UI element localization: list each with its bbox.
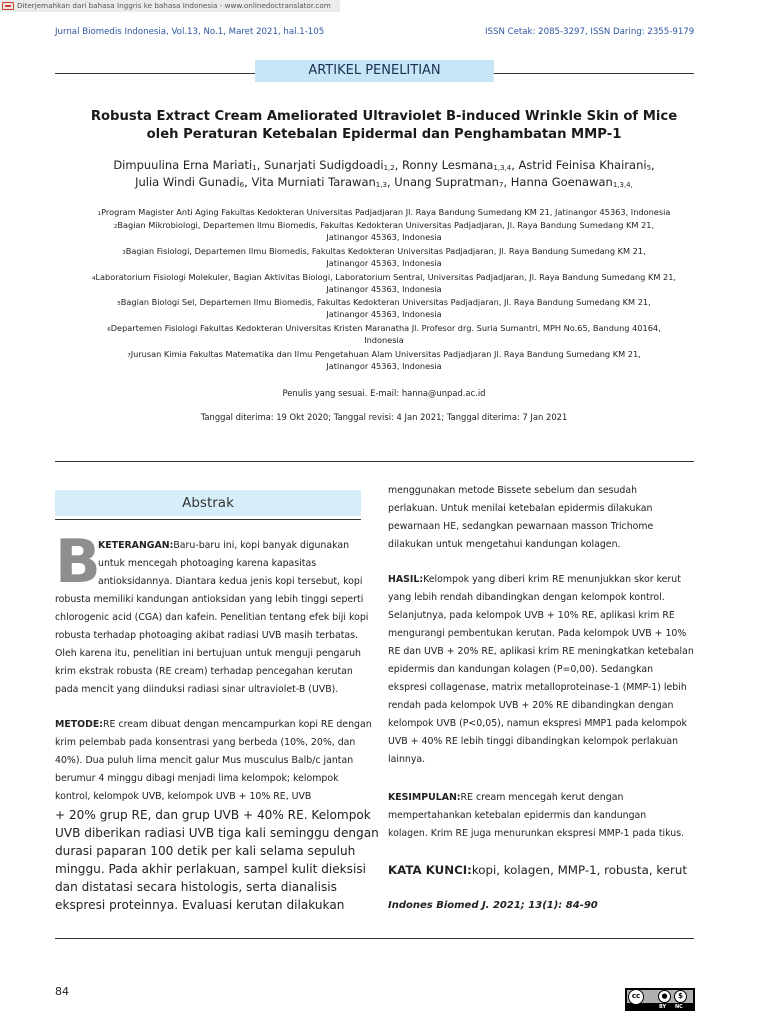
affiliation-text: Jurusan Kimia Fakultas Matematika dan Ilmu Pengetahuan Alam Universitas Padjadjaran Jl. Raya Bandung Sumedang KM 21, — [130, 349, 641, 359]
abstract-line — [388, 539, 621, 551]
abstract-text: epidermis dan kandungan kolagen (P=0,00). Sedangkan — [388, 664, 654, 675]
abstract-heading-rule — [55, 519, 361, 520]
affiliation-text: Bagian Biologi Sel, Departemen Ilmu Biomedis, Fakultas Kedokteran Universitas Padjadjaran, Jl. Raya Bandung Sumedang KM 21, — [120, 297, 651, 307]
abstract-text: pewarnaan HE, sedangkan pewarnaan masson Trichome — [388, 521, 654, 532]
abstract-text: ekspresi proteinnya. Evaluasi kerutan dilakukan — [55, 898, 345, 912]
author-separator: , — [511, 158, 519, 172]
translator-link[interactable]: Diterjemahkan dari bahasa Inggris ke bahasa Indonesia - www.onlinedoctranslator.com — [17, 1, 331, 10]
keywords-label: KATA KUNCI: — [388, 863, 472, 877]
author-separator: , — [503, 175, 511, 189]
abstract-line — [388, 628, 686, 640]
abstract-line — [55, 684, 338, 696]
affiliation-number: 2 — [113, 224, 118, 230]
author-separator: , — [386, 175, 395, 189]
abstract-section-label: HASIL: — [388, 574, 424, 585]
abstract-line — [388, 574, 681, 586]
abstract-line — [55, 755, 353, 767]
author-separator: , — [394, 158, 403, 172]
abstract-section-label: KESIMPULAN: — [388, 792, 461, 803]
author-separator: , — [256, 158, 265, 172]
affiliation-text: Jatinangor 45363, Indonesia — [326, 232, 442, 243]
abstract-text: UVB diberikan radiasi UVB tiga kali seminggu dengan — [55, 826, 379, 840]
abstract-line — [388, 736, 678, 748]
corresponding-author: Penulis yang sesuai. E-mail: hanna@unpad.ac.id — [282, 388, 486, 398]
abstract-text: kontrol, kelompok UVB, kelompok UVB + 10% RE, UVB — [55, 791, 312, 802]
by-label: BY — [659, 1004, 667, 1010]
abstract-line — [55, 808, 371, 823]
author-name: Astrid Feinisa Khairani — [518, 158, 647, 172]
abstract-line — [98, 558, 316, 570]
affiliation-text: Jatinangor 45363, Indonesia — [326, 309, 442, 320]
author-name: Julia Windi Gunadi — [135, 175, 240, 189]
divider-top — [55, 461, 694, 462]
abstract-text: untuk mencegah photoaging karena kapasitas — [98, 558, 317, 569]
journal-header: Jurnal Biomedis Indonesia, Vol.13, No.1, Maret 2021, hal.1-105 — [55, 27, 325, 37]
abstract-line — [388, 646, 694, 658]
abstract-line — [55, 648, 361, 660]
abstract-text: robusta memiliki kandungan antioksidan yang lebih tinggi seperti — [55, 594, 364, 605]
cc-icon: cc — [628, 989, 644, 1005]
author-affiliation-mark: 7 — [498, 181, 504, 189]
abstract-text: Selanjutnya, pada kelompok UVB + 10% RE, aplikasi krim RE — [388, 610, 675, 621]
affiliation-text: Departemen Fisiologi Fakultas Kedokteran Universitas Kristen Maranatha Jl. Profesor drg. Suria Sumantri, MPH No.65, Bandung 40164, — [110, 323, 661, 333]
abstract-text: pada mencit yang diinduksi radiasi sinar ultraviolet-B (UVB). — [55, 684, 339, 695]
author-name: Vita Murniati Tarawan — [251, 175, 376, 189]
keywords — [388, 862, 687, 878]
author-affiliation-mark: 1,3,4 — [493, 164, 512, 172]
affiliation-text: Bagian Fisiologi, Departemen Ilmu Biomedis, Fakultas Kedokteran Universitas Padjadjaran, Jl. Raya Bandung Sumedang KM 21, — [125, 246, 646, 256]
abstract-line — [388, 592, 665, 604]
abstract-text: mempertahankan ketebalan epidermis dan kandungan — [388, 810, 647, 821]
abstract-text: yang lebih rendah dibandingkan dengan kelompok kontrol. — [388, 592, 665, 603]
abstract-line — [388, 664, 653, 676]
abstract-text: minggu. Pada akhir perlakuan, sampel kulit dieksisi — [55, 862, 367, 876]
abstract-line — [55, 630, 358, 642]
affiliation-text: Jatinangor 45363, Indonesia — [326, 361, 442, 372]
abstract-line — [55, 719, 372, 731]
issn-header: ISSN Cetak: 2085-3297, ISSN Daring: 2355-9179 — [485, 27, 695, 37]
author-affiliation-mark: 1,2 — [383, 164, 395, 172]
abstract-line — [388, 810, 646, 822]
affiliation-text: Jatinangor 45363, Indonesia — [326, 258, 442, 269]
nc-label: NC — [675, 1004, 683, 1010]
affiliation-line — [60, 257, 708, 269]
abstract-line — [55, 737, 355, 749]
abstract-line — [388, 503, 652, 515]
abstract-text: ekspresi collagenase, matrix metalloproteinase-1 (MMP-1) lebih — [388, 682, 687, 693]
affiliation-line — [60, 334, 708, 346]
author-affiliation-mark: 1 — [252, 164, 257, 172]
cc-license-badge[interactable] — [625, 988, 695, 1011]
abstract-text: RE cream mencegah kerut dengan — [460, 792, 624, 803]
abstract-text: krim ekstrak robusta (RE cream) terhadap pencegahan kerutan — [55, 666, 353, 677]
affiliation-number: 5 — [117, 301, 121, 307]
author-name: Ronny Lesmana — [402, 158, 494, 172]
affiliation-number: 6 — [107, 327, 111, 333]
abstract-section-label: METODE: — [55, 719, 104, 730]
author-separator: , — [244, 175, 252, 189]
affiliation-number: 4 — [91, 276, 96, 282]
abstract-text: dilakukan untuk mengetahui kandungan kolagen. — [388, 539, 621, 550]
divider-bottom — [55, 938, 694, 939]
author-name: Sunarjati Sudigdoadi — [264, 158, 384, 172]
abstract-text: Kelompok yang diberi krim RE menunjukkan skor kerut — [423, 574, 681, 585]
affiliation-text: Laboratorium Fisiologi Molekuler, Bagian Aktivitas Biologi, Laboratorium Sentral, Universitas Padjadjaran, Jl. Raya Bandung Sumedang KM 21, — [95, 272, 677, 282]
abstract-text: robusta terhadap photoaging akibat radiasi UVB masih terbatas. — [55, 630, 358, 641]
section-rule-left — [55, 73, 255, 74]
abstract-text: antioksidannya. Diantara kedua jenis kopi tersebut, kopi — [98, 576, 363, 587]
abstract-text: mengurangi pembentukan kerutan. Pada kelompok UVB + 10% — [388, 628, 687, 639]
affiliation-text: Bagian Mikrobiologi, Departemen Ilmu Biomedis, Fakultas Kedokteran Universitas Padjadjaran, Jl. Raya Bandung Sumedang KM 21, — [117, 220, 655, 230]
abstract-text: menggunakan metode Bissete sebelum dan sesudah — [388, 485, 638, 496]
attribution-icon: ● — [658, 990, 671, 1003]
abstract-text: lainnya. — [388, 754, 426, 765]
abstract-line — [388, 521, 653, 533]
abstract-text: kolagen. Krim RE juga menurunkan ekspresi MMP-1 pada tikus. — [388, 828, 685, 839]
affiliation-line — [60, 231, 708, 243]
affiliation-line — [60, 283, 708, 295]
abstract-line — [55, 898, 344, 913]
affiliation-text: Indonesia — [364, 335, 404, 346]
abstract-line — [388, 485, 637, 497]
abstract-line — [388, 718, 687, 730]
author-name: Hanna Goenawan — [510, 175, 613, 189]
abstract-text: Oleh karena itu, penelitian ini bertujuan untuk menguji pengaruh — [55, 648, 361, 659]
abstract-line — [55, 594, 363, 606]
section-rule-right — [494, 73, 694, 74]
abstract-line — [55, 862, 366, 877]
abstract-line — [55, 612, 368, 624]
abstract-text: chlorogenic acid (CGA) dan kafein. Penelitian tentang efek biji kopi — [55, 612, 369, 623]
author-affiliation-mark: 1,3,4, — [612, 181, 633, 189]
author-affiliation-mark: 5 — [646, 164, 652, 172]
abstract-line — [55, 880, 337, 895]
affiliation-text: Jatinangor 45363, Indonesia — [326, 284, 442, 295]
translate-icon[interactable] — [2, 2, 14, 10]
article-title-line1: Robusta Extract Cream Ameliorated Ultraviolet B-induced Wrinkle Skin of Mice — [90, 109, 678, 124]
citation: Indones Biomed J. 2021; 13(1): 84-90 — [388, 900, 598, 911]
keywords-text: kopi, kolagen, MMP-1, robusta, kerut — [471, 863, 687, 877]
abstract-line — [98, 576, 362, 588]
abstract-text: durasi paparan 100 detik per kali selama sepuluh — [55, 844, 356, 858]
abstract-line — [388, 754, 425, 766]
abstract-line — [388, 682, 687, 694]
author-affiliation-mark: 1,3 — [375, 181, 387, 189]
abstract-line — [55, 666, 353, 678]
abstract-text: krim pelembab pada konsentrasi yang berbeda (10%, 20%, dan — [55, 737, 356, 748]
page-number: 84 — [55, 985, 69, 998]
affiliation-number: 7 — [127, 353, 131, 359]
abstract-heading: Abstrak — [182, 495, 234, 511]
drop-cap: B — [55, 527, 101, 597]
author-separator: , — [651, 158, 655, 172]
abstract-text: perlakuan. Untuk menilai ketebalan epidermis dilakukan — [388, 503, 653, 514]
affiliation-number: 1 — [97, 211, 102, 217]
abstract-line — [388, 700, 673, 712]
affiliation-line — [60, 360, 708, 372]
author-name: Unang Supratman — [394, 175, 499, 189]
section-label: ARTIKEL PENELITIAN — [308, 63, 441, 78]
abstract-line — [388, 610, 675, 622]
abstract-text: + 20% grup RE, dan grup UVB + 40% RE. Kelompok — [55, 808, 371, 822]
affiliation-line — [60, 308, 708, 320]
abstract-line — [98, 540, 349, 552]
abstract-text: kelompok UVB (P<0,05), namun ekspresi MMP1 pada kelompok — [388, 718, 687, 729]
noncommercial-icon: $ — [674, 990, 687, 1003]
abstract-text: dan distatasi secara histologis, serta dianalisis — [55, 880, 337, 894]
abstract-section-label: KETERANGAN: — [98, 540, 174, 551]
abstract-line — [55, 791, 311, 803]
abstract-text: RE dan UVB + 20% RE, aplikasi krim RE meningkatkan ketebalan — [388, 646, 694, 657]
author-name: Dimpuulina Erna Mariati — [113, 158, 253, 172]
abstract-line — [55, 773, 339, 785]
abstract-text: UVB + 40% RE lebih tinggi dibandingkan kelompok perlakuan — [388, 736, 679, 747]
author-list-line2 — [40, 174, 728, 194]
abstract-text: berumur 4 minggu dibagi menjadi lima kelompok; kelompok — [55, 773, 339, 784]
abstract-text: Baru-baru ini, kopi banyak digunakan — [173, 540, 350, 551]
abstract-text: RE cream dibuat dengan mencampurkan kopi RE dengan — [103, 719, 372, 730]
article-title-line2: oleh Peraturan Ketebalan Epidermal dan Penghambatan MMP-1 — [146, 127, 622, 142]
author-affiliation-mark: 6 — [239, 181, 245, 189]
abstract-text: 40%). Dua puluh lima mencit galur Mus musculus Balb/c jantan — [55, 755, 354, 766]
affiliation-text: Program Magister Anti Aging Fakultas Kedokteran Universitas Padjadjaran Jl. Raya Bandung Sumedang KM 21, Jatinangor 45363, Indonesia — [101, 207, 671, 217]
article-dates: Tanggal diterima: 19 Okt 2020; Tanggal revisi: 4 Jan 2021; Tanggal diterima: 7 Jan 2021 — [200, 412, 568, 422]
abstract-line — [55, 844, 355, 859]
affiliation-number: 3 — [122, 250, 126, 256]
abstract-line — [55, 826, 379, 841]
abstract-line — [388, 792, 623, 804]
abstract-text: rendah pada kelompok UVB + 20% RE dibandingkan dengan — [388, 700, 674, 711]
abstract-line — [388, 828, 684, 840]
